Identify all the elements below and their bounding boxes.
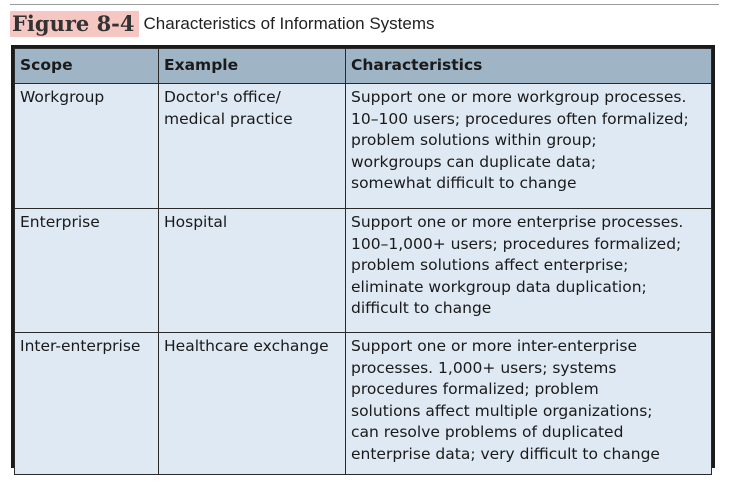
- cell-scope: Workgroup: [15, 84, 159, 209]
- top-rule: [10, 4, 719, 5]
- cell-characteristics: Support one or more inter-enterprise processes. 1,000+ users; systems procedures formalized; problem solutions affect multiple organizations; can resolve problems of duplicated enterprise data; very difficult to change: [346, 333, 712, 475]
- figure-title: Characteristics of Information Systems: [143, 14, 435, 33]
- cell-scope: Enterprise: [15, 209, 159, 333]
- header-example: Example: [159, 49, 346, 84]
- cell-example: Healthcare exchange: [159, 333, 346, 475]
- header-scope: Scope: [15, 49, 159, 84]
- figure-caption: [10, 11, 435, 37]
- cell-characteristics: Support one or more enterprise processes. 100–1,000+ users; procedures formalized; problem solutions affect enterprise; eliminate workgroup data duplication; difficult to change: [346, 209, 712, 333]
- table-row: [15, 333, 712, 475]
- table-row: [15, 84, 712, 209]
- figure-label: Figure 8-4: [10, 11, 139, 37]
- cell-characteristics: Support one or more workgroup processes. 10–100 users; procedures often formalized; problem solutions within group; workgroups can duplicate data; somewhat difficult to change: [346, 84, 712, 209]
- table-header-row: [15, 49, 712, 84]
- header-characteristics: Characteristics: [346, 49, 712, 84]
- cell-example: Doctor's office/ medical practice: [159, 84, 346, 209]
- cell-example: Hospital: [159, 209, 346, 333]
- characteristics-table: [11, 45, 715, 468]
- cell-scope: Inter-enterprise: [15, 333, 159, 475]
- table-row: [15, 209, 712, 333]
